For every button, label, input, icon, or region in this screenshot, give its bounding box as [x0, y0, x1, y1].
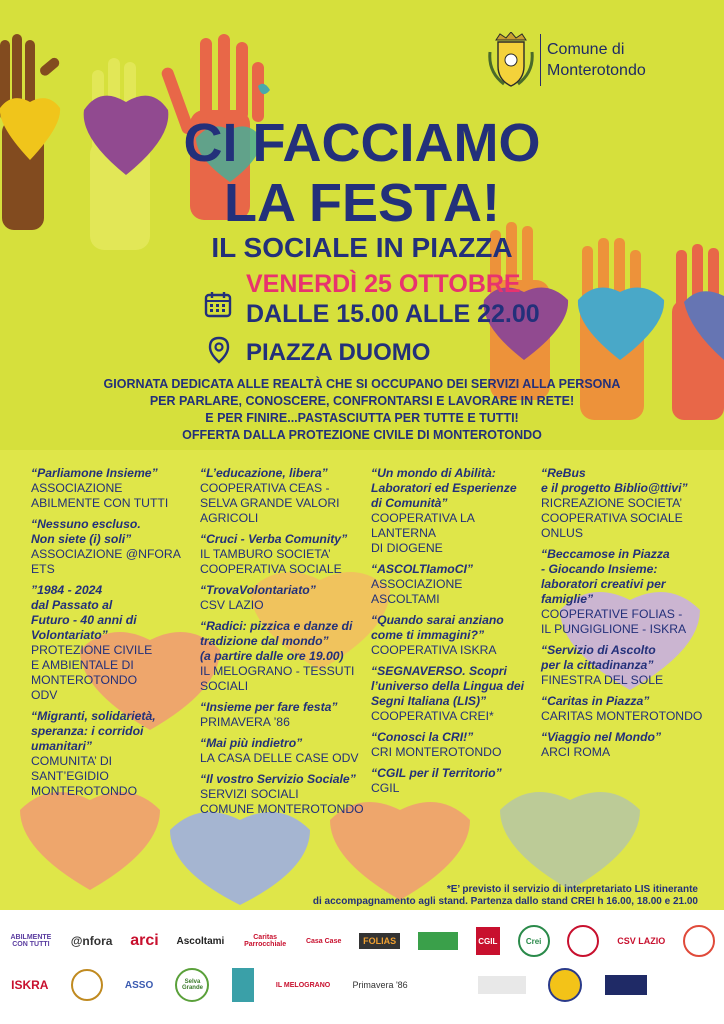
item-title: “ASCOLTIamoCI”: [371, 562, 474, 576]
item-organization: IL MELOGRANO - TESSUTI SOCIALI: [200, 664, 355, 693]
item-organization: CRI MONTEROTONDO: [371, 745, 502, 759]
intro-line: E PER FINIRE...PASTASCIUTTA PER TUTTE E TUTTI!: [205, 411, 519, 425]
pungiglione-logo: [478, 976, 526, 994]
abilmente-logo: ABILMENTE CON TUTTI: [10, 934, 52, 948]
program-item: [200, 466, 370, 526]
ascoltami-logo: Ascoltami: [176, 935, 225, 947]
item-organization: LA CASA DELLE CASE ODV: [200, 751, 359, 765]
item-organization: CSV LAZIO: [200, 598, 264, 612]
iskra-logo: ISKRA: [11, 978, 49, 992]
municipal-crest-icon: [486, 32, 536, 88]
item-organization: PROTEZIONE CIVILE E AMBIENTALE DI MONTEROTONDO ODV: [31, 643, 153, 702]
program-column-2: [200, 466, 370, 823]
program-item: [200, 619, 370, 694]
primavera-86-logo: Primavera '86: [352, 980, 408, 990]
program-item: [371, 613, 541, 658]
program-item: [31, 517, 201, 577]
finestra-del-sole-logo: [683, 925, 715, 957]
program-item: [200, 532, 370, 577]
item-title: “Conosci la CRI!”: [371, 730, 474, 744]
event-time: DALLE 15.00 ALLE 22.00: [246, 300, 540, 328]
intro-line: OFFERTA DALLA PROTEZIONE CIVILE DI MONTEROTONDO: [182, 428, 542, 442]
program-item: [541, 547, 711, 637]
note-line: di accompagnamento agli stand. Partenza dallo stand CREI h 16.00, 18.00 e 21.00: [312, 896, 698, 907]
event-place: PIAZZA DUOMO: [246, 339, 431, 366]
partner-logo: [605, 975, 647, 995]
logo-divider: [540, 34, 541, 86]
crei-logo: Crei: [518, 925, 550, 957]
item-organization: FINESTRA DEL SOLE: [541, 673, 664, 687]
municipality-name-line1: Comune di: [547, 41, 625, 58]
item-title: “Il vostro Servizio Sociale”: [200, 772, 356, 786]
program-item: [200, 772, 370, 817]
item-title: “CGIL per il Territorio”: [371, 766, 502, 780]
item-title: “Beccamose in Piazza - Giocando Insieme: laboratori creativi per famiglie”: [541, 547, 670, 606]
item-organization: ASSOCIAZIONE @NFORA ETS: [31, 547, 181, 576]
location-pin-icon: [208, 336, 230, 364]
melograno-logo: IL MELOGRANO: [275, 981, 331, 989]
item-organization: CGIL: [371, 781, 400, 795]
caritas-logo: Caritas Parrocchiale: [244, 934, 287, 948]
partner-logos-row-2: [0, 968, 724, 1002]
calendar-icon: [204, 290, 232, 318]
program-item: [371, 730, 541, 760]
program-item: [541, 466, 711, 541]
intro-line: PER PARLARE, CONOSCERE, CONFRONTARSI E LAVORARE IN RETE!: [149, 394, 575, 408]
item-organization: ASSOCIAZIONE ABILMENTE CON TUTTI: [31, 481, 169, 510]
arci-logo: arci: [130, 932, 159, 949]
item-title: “Un mondo di Abilità: Laboratori ed Esperienze di Comunità”: [371, 466, 517, 510]
program-item: [541, 643, 711, 688]
event-date: VENERDÌ 25 OTTOBRE: [246, 270, 521, 298]
item-title: “Servizio di Ascolto per la cittadinanza”: [541, 643, 656, 672]
item-organization: SERVIZI SOCIALI COMUNE MONTEROTONDO: [200, 787, 364, 816]
anfora-logo: @nfora: [70, 934, 113, 948]
item-title: “TrovaVolontariato”: [200, 583, 316, 597]
item-title: “Cruci - Verba Comunity”: [200, 532, 348, 546]
item-organization: COOPERATIVA ISKRA: [371, 643, 497, 657]
item-organization: RICREAZIONE SOCIETA’ COOPERATIVA SOCIALE ONLUS: [541, 496, 683, 540]
program-item: [541, 730, 711, 760]
item-title: “Parliamone Insieme”: [31, 466, 158, 480]
item-title: “Radici: pizzica e danze di tradizione dal mondo” (a partire dalle ore 19.00): [200, 619, 353, 663]
red-cross-logo: [567, 925, 599, 957]
program-item: [200, 700, 370, 730]
program-column-3: [371, 466, 541, 802]
item-title: “ReBus e il progetto Biblio@ttivi”: [541, 466, 688, 495]
title-line1: CI FACCIAMO: [183, 113, 541, 173]
partner-logo: [669, 975, 713, 995]
intro-line: GIORNATA DEDICATA ALLE REALTÀ CHE SI OCCUPANO DEI SERVIZI ALLA PERSONA: [103, 377, 621, 391]
asso-logo: ASSO: [124, 979, 154, 991]
casa-delle-case-logo: Casa Case: [305, 937, 342, 945]
partner-logo: [71, 969, 103, 1001]
program-item: [371, 664, 541, 724]
program-item: [541, 694, 711, 724]
item-title: “L’educazione, libera”: [200, 466, 328, 480]
program-item: [371, 466, 541, 556]
program-item: [31, 709, 201, 799]
item-title: “Quando sarai anziano come ti immagini?”: [371, 613, 504, 642]
heart-logo: [430, 968, 456, 1002]
program-item: [31, 583, 201, 703]
note-line: *E’ previsto il servizio di interpretariato LIS itinerante: [446, 884, 698, 895]
title-line2: LA FESTA!: [224, 173, 500, 233]
item-title: “Caritas in Piazza”: [541, 694, 650, 708]
item-title: “Viaggio nel Mondo”: [541, 730, 662, 744]
item-title: “SEGNAVERSO. Scopri l’universo della Lingua dei Segni Italiana (LIS)”: [371, 664, 525, 708]
partner-logo: [232, 968, 254, 1002]
program-item: [371, 766, 541, 796]
item-title: “Migranti, solidarietà, speranza: i corridoi umanitari”: [31, 709, 156, 753]
item-organization: COOPERATIVE FOLIAS - IL PUNGIGLIONE - ISKRA: [541, 607, 687, 636]
municipality-name-line2: Monterotondo: [547, 62, 646, 79]
program-column-1: [31, 466, 201, 805]
partner-logos-footer: [0, 910, 724, 1024]
csv-lazio-logo: CSV LAZIO: [617, 936, 666, 946]
lis-note: [258, 884, 698, 908]
item-title: “Nessuno escluso. Non siete (i) soli”: [31, 517, 141, 546]
item-organization: IL TAMBURO SOCIETA’ COOPERATIVA SOCIALE: [200, 547, 342, 576]
program-item: [200, 583, 370, 613]
partner-logos-row-1: [0, 924, 724, 958]
item-title: ”1984 - 2024 dal Passato al Futuro - 40 anni di Volontariato”: [31, 583, 137, 642]
item-organization: ARCI ROMA: [541, 745, 611, 759]
item-organization: COMUNITA’ DI SANT’EGIDIO MONTEROTONDO: [31, 754, 138, 798]
program-item: [200, 736, 370, 766]
item-organization: PRIMAVERA ’86: [200, 715, 290, 729]
municipality-name: [547, 39, 646, 81]
folias-logo: FOLIAS: [359, 933, 400, 949]
item-organization: COOPERATIVA LA LANTERNA DI DIOGENE: [371, 511, 475, 555]
item-organization: CARITAS MONTEROTONDO: [541, 709, 703, 723]
intro-text: [40, 376, 684, 444]
selva-grande-logo: Selva Grande: [175, 968, 209, 1002]
municipality-logo: [486, 32, 646, 88]
item-organization: COOPERATIVA CREI*: [371, 709, 494, 723]
item-title: “Insieme per fare festa”: [200, 700, 338, 714]
program-item: [31, 466, 201, 511]
partner-logo: [418, 932, 458, 950]
item-organization: COOPERATIVA CEAS - SELVA GRANDE VALORI AGRICOLI: [200, 481, 340, 525]
item-organization: ASSOCIAZIONE ASCOLTAMI: [371, 577, 463, 606]
program-item: [371, 562, 541, 607]
cgil-logo: CGIL: [476, 927, 500, 955]
partner-logo: [548, 968, 582, 1002]
subtitle: IL SOCIALE IN PIAZZA: [211, 232, 513, 263]
program-column-4: [541, 466, 711, 766]
item-title: “Mai più indietro”: [200, 736, 303, 750]
